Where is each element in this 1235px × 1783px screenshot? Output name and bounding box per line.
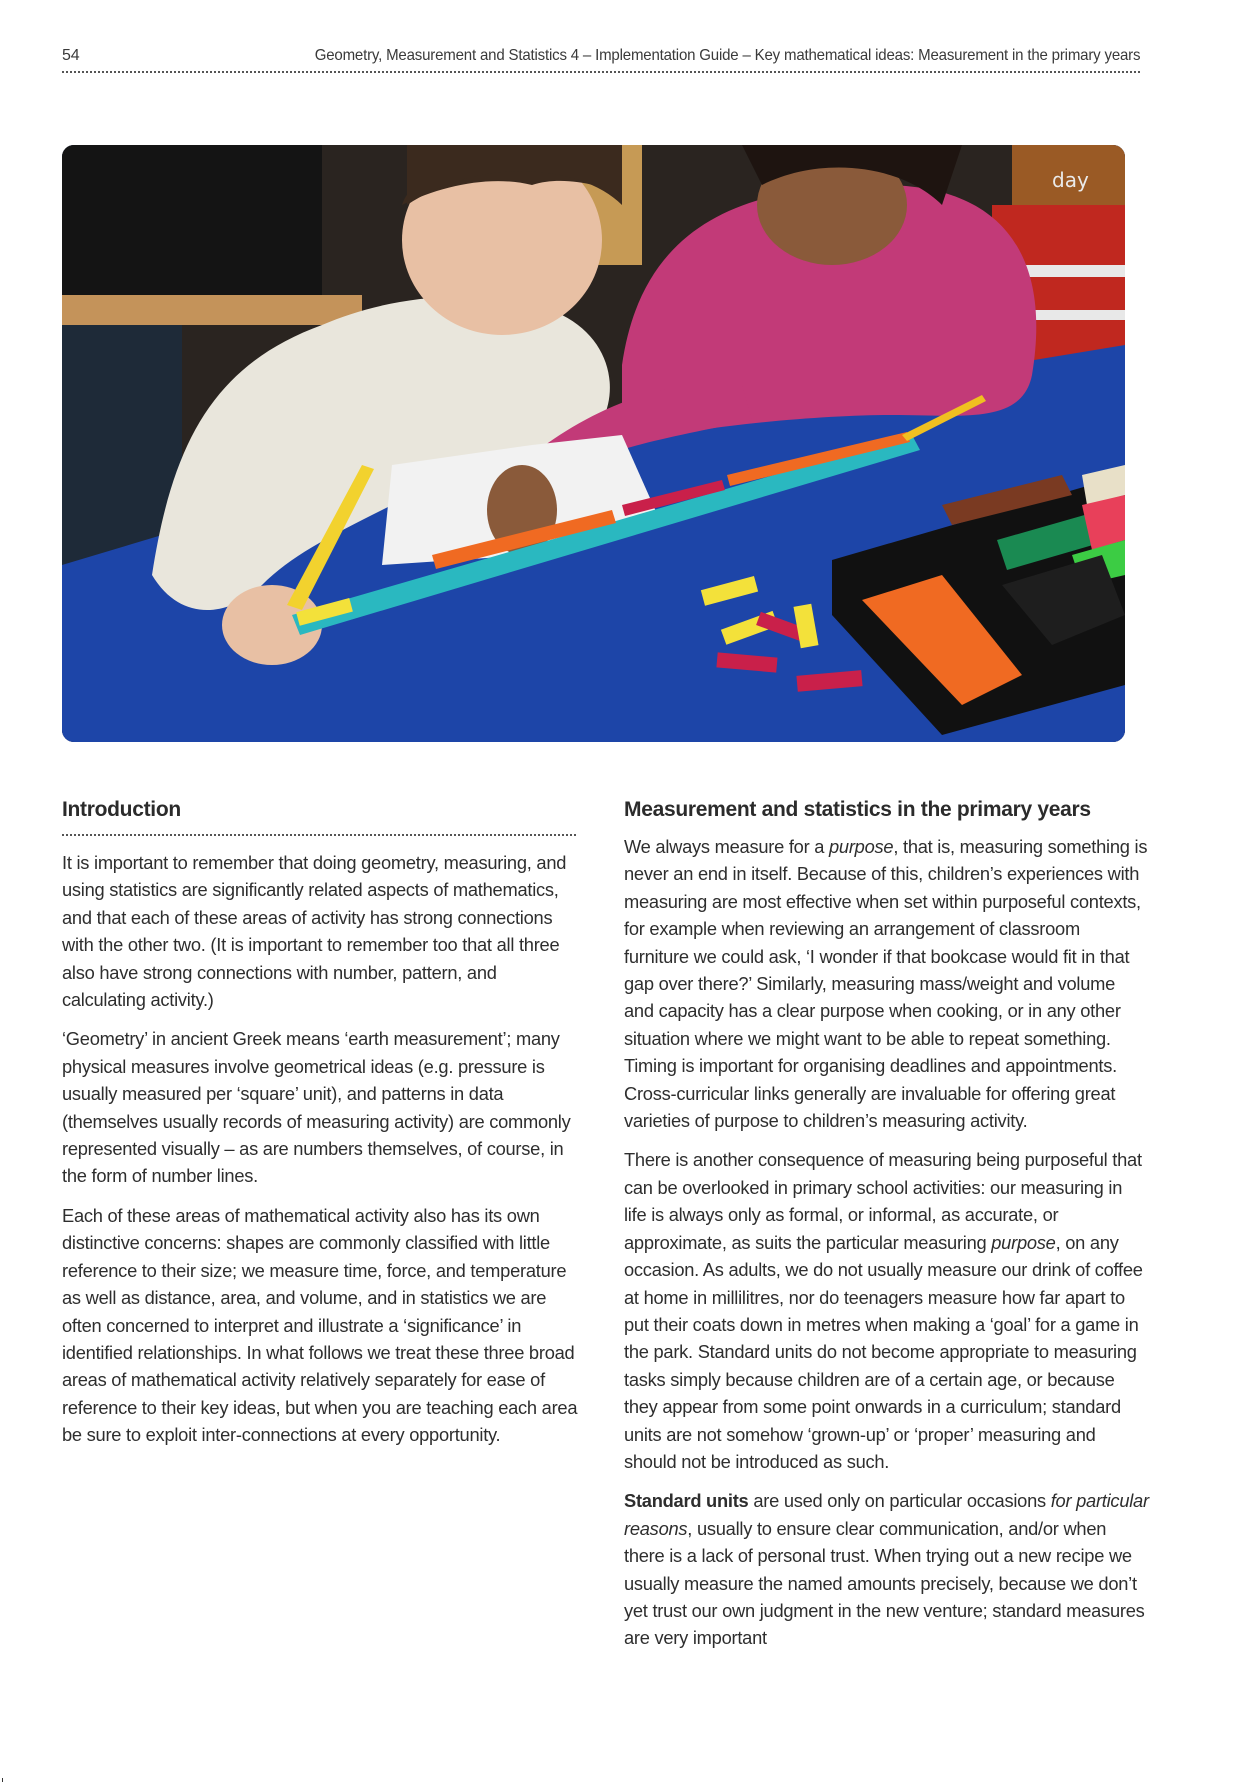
introduction-body	[62, 849, 582, 1449]
intro-paragraph-1: It is important to remember that doing geometry, measuring, and using statistics are significantly related aspects of mathematics, and that each of these areas of activity has strong connections with the other two. (It is important to remember too that all three also have strong connections with number, pattern, and calculating activity.)	[62, 852, 567, 1011]
wooden-shelf	[62, 295, 362, 325]
header-dotted-rule	[62, 71, 1140, 73]
p2-emphasis: purpose	[991, 1231, 1056, 1253]
intro-paragraph-2: ‘Geometry’ in ancient Greek means ‘earth measurement’; many physical measures involve geometrical ideas (e.g. pressure is usually measured per ‘square’ unit), and patterns in data (themselves usually records of measuring activity) are commonly represented visually – as are numbers themselves, of course, in the form of number lines.	[62, 1028, 571, 1187]
page-number: 54	[62, 47, 80, 64]
p2-text-a: There is another consequence of measuring being purposeful that can be overlooked in primary school activities: our measuring in life is always only as formal, or informal, as accurate, or approximate, as suits the particular measuring	[624, 1149, 1142, 1253]
day-sign-text: day	[1052, 168, 1089, 192]
p2-text-b: , on any occasion. As adults, we do not usually measure our drink of coffee at home in millilitres, nor do teenagers measure how far apart to put their coats down in metres when making a ‘goal’ for a game in the park. Standard units do not become appropriate to measuring tasks simply because children are of a certain age, or because they appear from some point onwards in a curriculum; standard units are not somehow ‘grown-up’ or ‘proper’ measuring and should not be introduced as such.	[624, 1231, 1143, 1472]
p1-text-b: , that is, measuring something is never an end in itself. Because of this, children’s experiences with measuring are most effective when set within purposeful contexts, for example when reviewing an arrangement of classroom furniture we could ask, ‘I wonder if that bookcase would fit in that gap over there?’ Similarly, measuring mass/weight and volume and capacity has a clear purpose when cooking, or in any other situation where we might want to be able to repeat something. Timing is important for organising deadlines and appointments. Cross-curricular links generally are invaluable for offering great varieties of purpose to children’s measuring activity.	[624, 836, 1148, 1132]
introduction-heading: Introduction	[62, 798, 181, 821]
p3-bold-term: Standard units	[624, 1490, 749, 1512]
stray-mark	[2, 1778, 3, 1782]
intro-paragraph-3: Each of these areas of mathematical activity also has its own distinctive concerns: shapes are commonly classified with little reference to their size; we measure time, force, and temperature as well as distance, area, and volume, and in statistics we are often concerned to interpret and illustrate a ‘significance’ in identified relationships. In what follows we treat these three broad areas of mathematical activity relatively separately for ease of reference to their key ideas, but when you are teaching each area be sure to exploit inter-connections at every opportunity.	[62, 1204, 578, 1446]
p1-text-a: We always measure for a	[624, 836, 829, 857]
p3-emphasis: for particular reasons	[624, 1490, 1149, 1539]
measurement-body	[624, 833, 1149, 1652]
measurement-paragraph-1	[624, 833, 1149, 1134]
p3-text-a: are used only on particular occasions	[748, 1490, 1051, 1512]
running-title: Geometry, Measurement and Statistics 4 – Implementation Guide – Key mathematical ideas: Measurement in the primary years	[314, 47, 1140, 64]
measurement-paragraph-3	[624, 1487, 1149, 1651]
introduction-dotted-rule	[62, 834, 576, 836]
p1-emphasis: purpose	[829, 836, 894, 857]
classroom-photo	[62, 145, 1125, 742]
children-measuring-photo	[62, 145, 1125, 742]
p3-text-b: , usually to ensure clear communication, and/or when there is a lack of personal trust. When trying out a new recipe we usually measure the named amounts precisely, because we don’t yet trust our own judgment in the new venture; standard measures are very important	[624, 1517, 1145, 1649]
computer-towers	[62, 145, 322, 305]
measurement-heading: Measurement and statistics in the primary years	[624, 798, 1091, 821]
measurement-paragraph-2	[624, 1146, 1149, 1475]
running-header	[62, 47, 1140, 73]
